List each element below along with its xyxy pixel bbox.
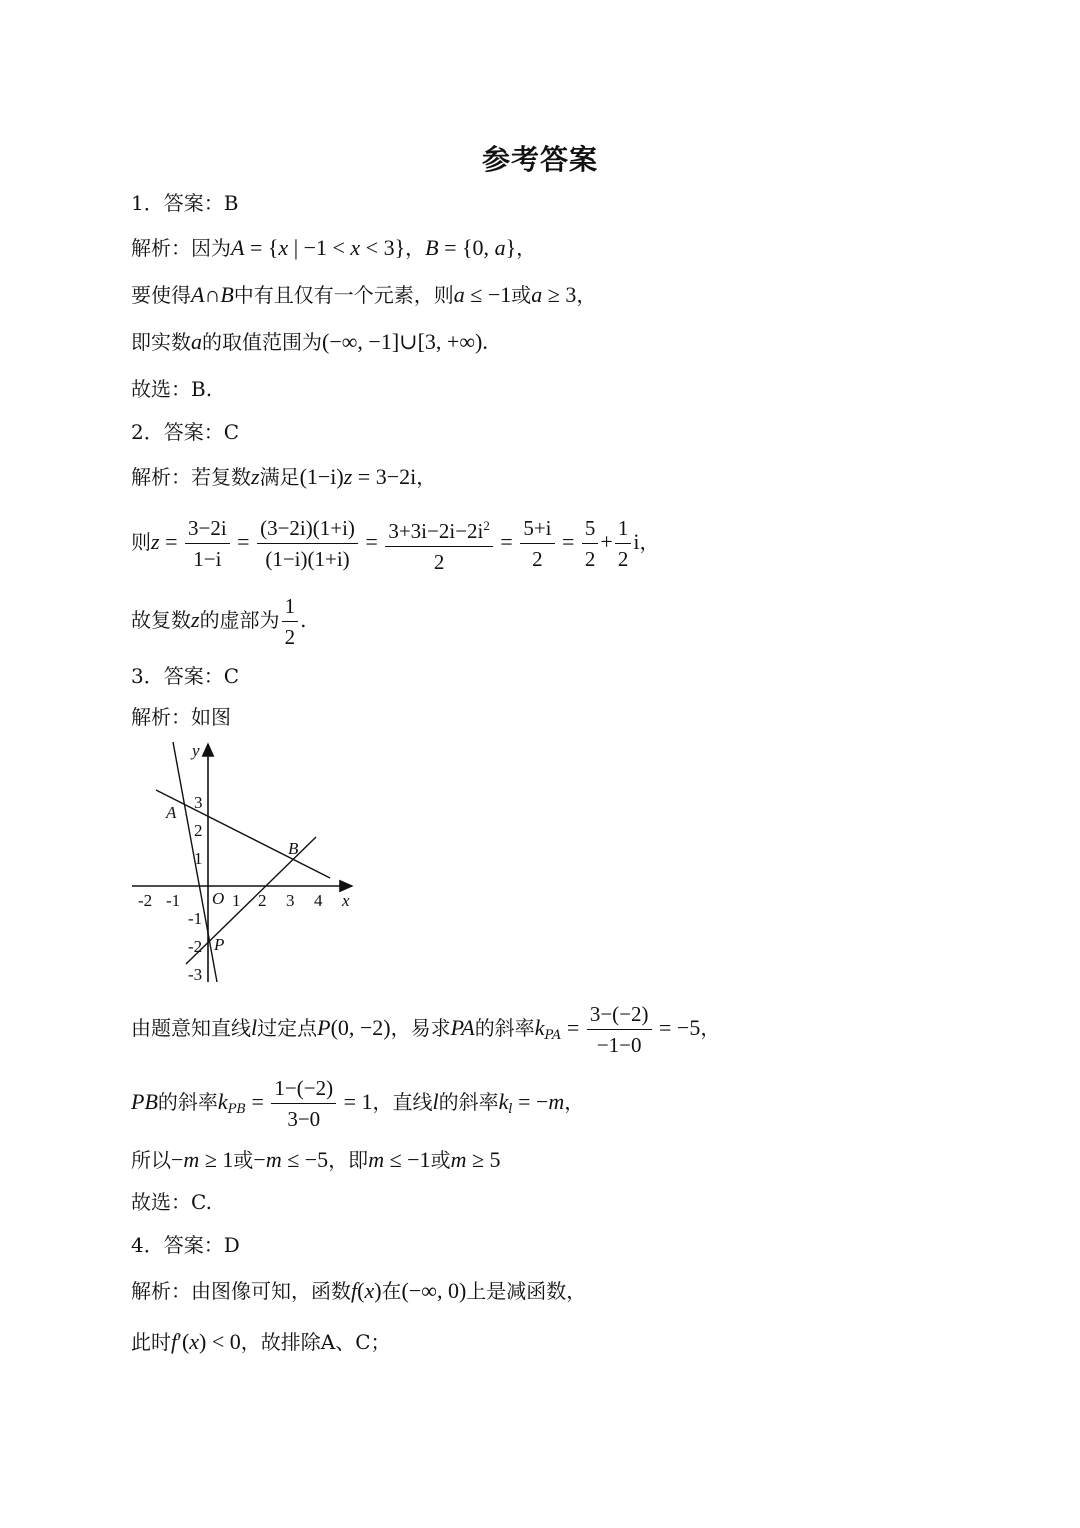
q2-answer: 2．答案：C [131, 420, 240, 444]
y-tick-label: -3 [188, 965, 203, 984]
x-tick-label: 4 [314, 891, 323, 910]
q4-line1: 解析：由图像可知，函数f(x)在(−∞, 0)上是减函数， [131, 1278, 587, 1303]
x-tick-label: 2 [258, 891, 267, 910]
q3-line3: PB的斜率$k_{PB}$ = $\frac{1-(-2)}{3-0}$ = 1，直线l的斜率$k_l = -m$， [131, 1076, 585, 1131]
y-axis-label: y [192, 741, 200, 760]
x-tick-label: 3 [286, 891, 295, 910]
y-tick-label: 3 [194, 793, 203, 812]
y-tick-label: -2 [188, 937, 203, 956]
q3-choice: 故选：C. [131, 1190, 212, 1214]
q2-conclusion: 故复数z的虚部为 $\frac{1}{2}$ . [131, 594, 307, 649]
q4-answer: 4．答案：D [131, 1233, 240, 1257]
x-tick-label: -1 [166, 891, 181, 910]
q3-line4: 所以−m ≥ 1或−m ≤ −5，即m ≤ −1或m ≥ 5 [131, 1147, 501, 1172]
y-tick-label: -1 [188, 909, 203, 928]
q1-line3: 即实数a的取值范围为(−∞, −1]∪[3, +∞). [131, 329, 488, 354]
q2-line1: 解析：若复数z满足(1−i)z = 3−2i， [131, 464, 437, 489]
slope-diagram [126, 738, 366, 988]
q3-line2: 由题意知直线l过定点P(0, −2)，易求PA的斜率$k_{PA}$ = $\frac{3-(-2)}{-1-0}$ = −5， [131, 1002, 721, 1057]
q4-line2: 此时f′(x) < 0，故排除A、C； [131, 1329, 391, 1354]
q3-line1: 解析：如图 [131, 705, 231, 729]
q1-choice: 故选：B. [131, 377, 213, 401]
point-B-label: B [288, 839, 299, 858]
q3-answer: 3．答案：C [131, 664, 240, 688]
x-axis-label: x [342, 891, 350, 910]
y-tick-label: 2 [194, 821, 203, 840]
q2-equation: 则z = $\frac{3-2i}{1-i}$ = $\frac{(3-2i)(1+i)}{(1-i)(1+i)}$ = $\frac{3+3i-2i-2i^2}{2}$ = $\frac{5+i}{2}$ = $\frac{5}{2}$ + $\frac{1}{2}$ i， [131, 512, 659, 574]
y-tick-label: 1 [194, 849, 203, 868]
q1-line2: 要使得A∩B中有且仅有一个元素，则a ≤ −1或a ≥ 3， [131, 282, 597, 307]
x-tick-label: -2 [138, 891, 153, 910]
point-P-label: P [214, 935, 225, 954]
origin-label: O [212, 889, 225, 908]
page-title: 参考答案 [481, 143, 598, 176]
q1-answer: 1．答案：B [131, 191, 239, 215]
x-tick-label: 1 [232, 891, 241, 910]
line-AB [156, 790, 330, 878]
q1-line1: 解析：因为A = {x | −1 < x < 3}，B = {0, a}， [131, 235, 537, 260]
point-A-label: A [166, 803, 177, 822]
